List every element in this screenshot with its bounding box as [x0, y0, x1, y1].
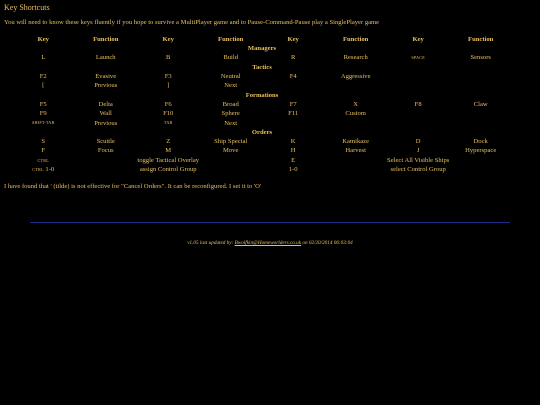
function-cell: Aggressive	[340, 73, 371, 81]
section-title: Tactics	[252, 63, 272, 71]
key-cell: L	[41, 54, 46, 62]
function-cell: assign Control Group	[139, 166, 197, 174]
key-cell	[387, 72, 449, 81]
column-header: Function	[343, 35, 369, 43]
key-cell: K	[290, 138, 296, 146]
intro-text: You will need to know these keys fluently if you hope to survive a MultiPlayer game and to Pause-Command-Pause play a SinglePlayer game	[4, 19, 380, 26]
function-cell: Evasive	[95, 73, 117, 81]
function-cell: Harvest	[345, 147, 366, 155]
function-cell	[449, 81, 512, 90]
function-cell: Build	[223, 54, 239, 62]
function-cell: Sensors	[470, 54, 491, 62]
key-cell	[387, 109, 449, 118]
function-cell	[449, 72, 512, 81]
section-row	[12, 91, 512, 100]
function-cell: Kamikaze	[342, 138, 370, 146]
key-cell: F11	[288, 110, 299, 118]
function-cell: Broad	[222, 100, 239, 108]
function-cell: Claw	[473, 100, 488, 108]
table-row	[12, 54, 512, 63]
function-cell	[449, 109, 512, 118]
table-row	[12, 147, 512, 156]
column-header: Function	[468, 35, 494, 43]
footer-suffix: on 02/20/2014 06:03:04	[302, 240, 353, 246]
function-cell: Delta	[98, 100, 113, 108]
table-row	[12, 72, 512, 81]
key-cell: F6	[164, 100, 172, 108]
key-cell	[262, 119, 324, 128]
key-cell	[12, 156, 74, 165]
ctrl-key-label: CTRL	[32, 167, 44, 173]
section-row	[12, 44, 512, 53]
function-cell: X	[353, 100, 359, 108]
shortcut-table-body	[12, 35, 512, 174]
table-row	[12, 137, 512, 146]
key-cell: [	[42, 82, 45, 90]
key-cell: ]	[167, 82, 170, 90]
key-cell: Z	[166, 138, 171, 146]
function-cell: Scuttle	[96, 138, 115, 146]
function-cell: toggle Tactical Overlay	[137, 156, 200, 164]
function-cell: Next	[224, 82, 238, 90]
column-header: Function	[218, 35, 244, 43]
column-header: Key	[412, 35, 424, 43]
function-cell: Previous	[94, 82, 118, 90]
column-header: Function	[93, 35, 119, 43]
author-email-link[interactable]: Bwolfkin@Homeworlders.co.uk	[234, 240, 302, 246]
function-cell: Ship Special	[214, 138, 248, 146]
function-cell: Sphere	[221, 110, 240, 118]
function-cell: Next	[224, 119, 238, 127]
table-row	[12, 119, 512, 128]
tilde-note: I have found that ' (tilde) is not effective for "Cancel Orders". It can be reconfigured. I set it to 'O'	[4, 183, 262, 190]
column-header: Key	[162, 35, 174, 43]
ctrl-key-label: CTRL	[37, 157, 49, 163]
footer-prefix: v1.05 last updated by:	[187, 240, 234, 246]
function-cell	[324, 119, 386, 128]
key-cell: S	[41, 138, 46, 146]
table-row	[12, 165, 512, 174]
table-row	[12, 100, 512, 109]
key-cell: H	[290, 147, 296, 155]
key-cell: F7	[289, 100, 297, 108]
key-cell: F8	[414, 100, 422, 108]
key-cell: M	[165, 147, 172, 155]
table-row	[12, 156, 512, 165]
key-cell: F10	[163, 110, 174, 118]
column-header: Key	[37, 35, 49, 43]
key-cell: CTRL 1-0	[32, 166, 55, 174]
function-cell: select Control Group	[390, 166, 446, 174]
key-cell: E	[291, 156, 296, 164]
function-cell: Focus	[97, 147, 114, 155]
function-cell: Research	[343, 54, 368, 62]
key-cell: B	[166, 54, 171, 62]
section-row	[12, 128, 512, 137]
key-cell: F2	[39, 73, 47, 81]
function-cell: Dock	[473, 138, 488, 146]
divider	[30, 222, 510, 223]
key-cell: F3	[164, 73, 172, 81]
key-cell: F4	[289, 73, 297, 81]
key-cell: R	[290, 54, 296, 62]
function-cell: Wall	[99, 110, 112, 118]
section-title: Orders	[251, 128, 273, 136]
header-row	[12, 35, 512, 44]
section-title: Managers	[247, 45, 277, 53]
function-cell: Neutral	[220, 73, 241, 81]
function-cell: Launch	[95, 54, 116, 62]
function-cell: Hyperspace	[465, 147, 497, 155]
footer	[0, 241, 540, 247]
key-cell: D	[415, 138, 421, 146]
section-title: Formations	[245, 91, 279, 99]
key-cell: TAB	[163, 119, 173, 125]
key-cell	[387, 119, 449, 128]
column-header: Key	[287, 35, 299, 43]
key-cell	[262, 81, 324, 90]
key-cell: SHIFT-TAB	[32, 119, 55, 125]
key-cell: J	[416, 147, 420, 155]
function-cell: Select All Visible Ships	[387, 156, 450, 164]
function-cell: Move	[223, 147, 239, 155]
function-cell	[324, 81, 386, 90]
table-row	[12, 109, 512, 118]
function-cell: Custom	[345, 110, 366, 118]
key-cell: F9	[39, 110, 47, 118]
key-cell: F	[41, 147, 46, 155]
function-cell: Previous	[94, 119, 118, 127]
key-cell: SPACE	[411, 54, 425, 60]
page-title: Key Shortcuts	[4, 3, 50, 12]
table-row	[12, 81, 512, 90]
section-row	[12, 63, 512, 72]
shortcut-table	[12, 35, 512, 174]
function-cell	[449, 119, 512, 128]
key-cell: F5	[39, 100, 47, 108]
key-cell	[387, 81, 449, 90]
key-cell: 1-0	[288, 166, 298, 174]
